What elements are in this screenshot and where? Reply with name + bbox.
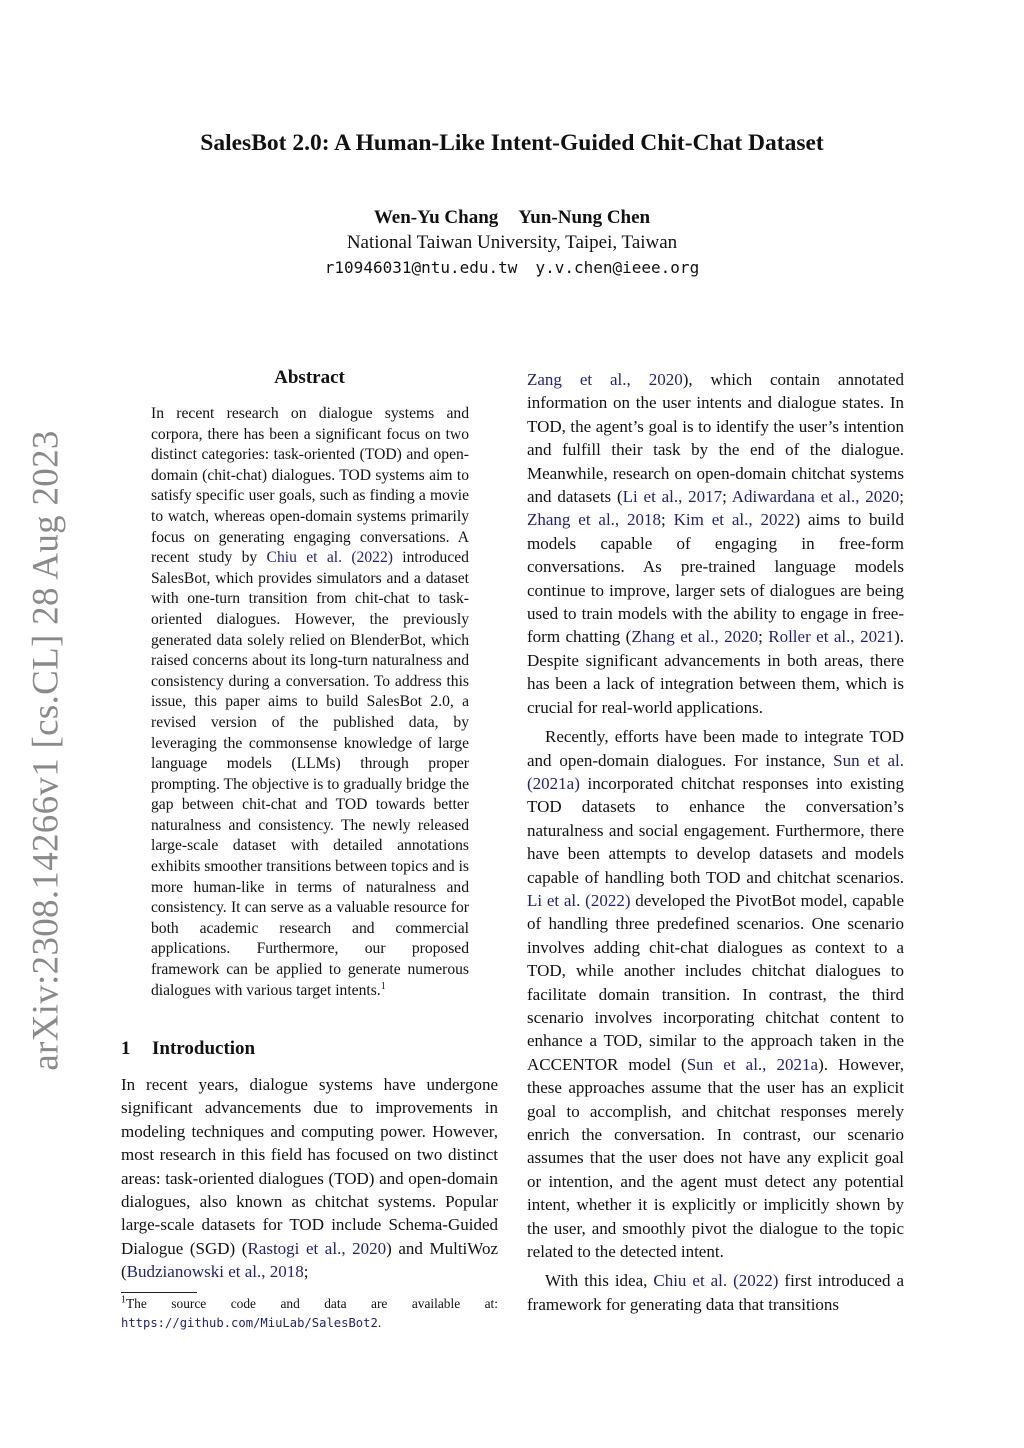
citation-separator: ; [758,627,769,647]
citation-separator: ; [899,487,904,507]
author-name: Wen-Yu Chang [373,207,499,228]
body-text: incorporated chitchat responses into existing TOD datasets to enhance the conversation’s naturalness and social engagement. Furthermore, there have been attempts to develop datasets and models capable of handling both TOD and chitchat scenarios. [527,773,904,887]
citation-link[interactable]: Adiwardana et al., 2020 [731,487,900,507]
citation-separator: ; [722,487,732,507]
arxiv-identifier-margin [25,429,67,1071]
footnote-marker[interactable]: 1 [380,980,386,992]
section-title: Introduction [152,1038,256,1059]
citation-link[interactable]: Li et al., 2017 [622,487,723,507]
footnote-text: The source code and data are available at: [126,1296,498,1311]
citation-link[interactable]: Chiu et al. [266,549,342,567]
abstract-body [151,404,469,1001]
author-email[interactable]: y.v.chen@ieee.org [535,258,700,277]
arxiv-identifier: arXiv:2308.14266v1 [cs.CL] 28 Aug 2023 [25,429,67,1071]
introduction-paragraph [527,725,904,1263]
citation-link[interactable]: Roller et al., 2021 [768,627,895,647]
paper-title: SalesBot 2.0: A Human-Like Intent-Guided Chit-Chat Dataset [200,130,824,156]
introduction-paragraph [527,368,904,719]
section-number: 1 [121,1038,131,1059]
abstract-text: introduced SalesBot, which provides simulators and a dataset with one-turn transition from chit-chat to task-oriented dialogues. However, the previously generated data solely relied on BlenderBot, which raised concerns about its long-turn naturalness and consistency during a conversation. To address this issue, this paper aims to build SalesBot 2.0, a revised version of the published data, by leveraging the commonsense knowledge of large language models (LLMs) through proper prompting. The objective is to gradually bridge the gap between chit-chat and TOD towards better naturalness and consistency. The newly released large-scale dataset with detailed annotations exhibits smoother transitions between topics and is more human-like in terms of naturalness and consistency. It can serve as a valuable resource for both academic research and commercial applications. Furthermore, our proposed framework can be applied to generate numerous dialogues with various target intents. [151,549,469,999]
body-text: ; [303,1262,309,1282]
introduction-paragraph [527,1269,904,1316]
author-list [0,207,1024,229]
citation-link[interactable]: Kim et al., 2022 [673,510,795,530]
body-text: ). However, these approaches assume that the user has an explicit goal to accomplish, and chitchat responses merely enrich the conversation. In contrast, our scenario assumes that the user does not have any explicit goal or intention, and the agent must detect any potential intent, whether it is explicitly or implicitly shown by the user, and smoothly pivot the dialogue to the topic related to the detected intent. [527,1054,904,1262]
citation-link[interactable]: Rastogi et al., 2020 [247,1238,387,1258]
body-text: ) and MultiWoz ( [121,1238,498,1282]
citation-link[interactable]: Budzianowski et al., 2018 [126,1262,304,1282]
body-text: ) aims to build models capable of engaging in free-form conversations. As pre-trained language models continue to improve, larger sets of dialogues are being used to train models with the ability to engage in free-form chatting ( [527,510,904,647]
body-text: ), which contain annotated information on the user intents and dialogue states. In TOD, the agent’s goal is to identify the user’s intention and fulfill their task by the end of the dialogue. Meanwhile, research on open-domain chitchat systems and datasets ( [527,370,905,507]
author-affiliation: National Taiwan University, Taipei, Taiwan [346,232,678,253]
introduction-paragraph [121,1073,498,1284]
body-text: In recent years, dialogue systems have undergone significant advancements due to improvements in modeling techniques and computing power. However, most research in this field has focused on two distinct areas: task-oriented dialogues (TOD) and open-domain dialogues, also known as chitchat systems. Popular large-scale datasets for TOD include Schema-Guided Dialogue (SGD) ( [121,1075,498,1258]
citation-link[interactable]: (2022) [351,549,393,567]
footnote-number: 1 [121,1294,126,1306]
citation-link[interactable]: Li et al. (2022) [527,890,631,910]
footnote-divider [121,1292,197,1293]
footnote-url-link[interactable]: https://github.com/MiuLab/SalesBot2 [121,1316,378,1330]
citation-separator: ; [661,510,674,530]
section-heading-introduction [121,1038,498,1060]
body-text: With this idea, [545,1271,654,1291]
abstract-text: In recent research on dialogue systems and corpora, there has been a significant focus on two distinct categories: task-oriented (TOD) and open-domain (chit-chat) dialogues. TOD systems aim to satisfy specific user goals, such as finding a movie to watch, whereas open-domain systems primarily focus on generating engaging conversations. A recent study by [151,405,469,567]
body-text: developed the PivotBot model, capable of handling three predefined scenarios. One scenario involves adding chit-chat dialogues as context to a TOD, while another includes chitchat dialogues to facilitate domain transition. In contrast, the third scenario involves incorporating chitchat content to enhance a TOD, similar to the approach taken in the ACCENTOR model ( [527,890,904,1074]
citation-link[interactable]: Sun et al., 2021a [686,1054,819,1074]
citation-link[interactable]: Zang et al., 2020 [527,370,683,389]
abstract-heading: Abstract [274,367,345,388]
author-email[interactable]: r10946031@ntu.edu.tw [324,258,518,277]
author-name: Yun-Nung Chen [518,207,651,228]
citation-link[interactable]: Sun et al. (2021a) [527,750,904,793]
citation-link[interactable]: Zhang et al., 2018 [527,510,662,530]
introduction-right-column [527,368,904,1316]
author-emails [0,258,1024,277]
citation-link[interactable]: Zhang et al., 2020 [631,627,759,647]
footnote-end: . [377,1315,382,1330]
footnote [121,1294,498,1333]
body-text: Recently, efforts have been made to integrate TOD and open-domain dialogues. For instance, [527,727,904,770]
body-text: first introduced a framework for generating data that transitions [527,1271,904,1314]
body-text: ). Despite significant advancements in both areas, there has been a lack of integration between them, which is crucial for real-world applications. [527,627,904,717]
citation-link[interactable]: Chiu et al. (2022) [653,1271,779,1291]
